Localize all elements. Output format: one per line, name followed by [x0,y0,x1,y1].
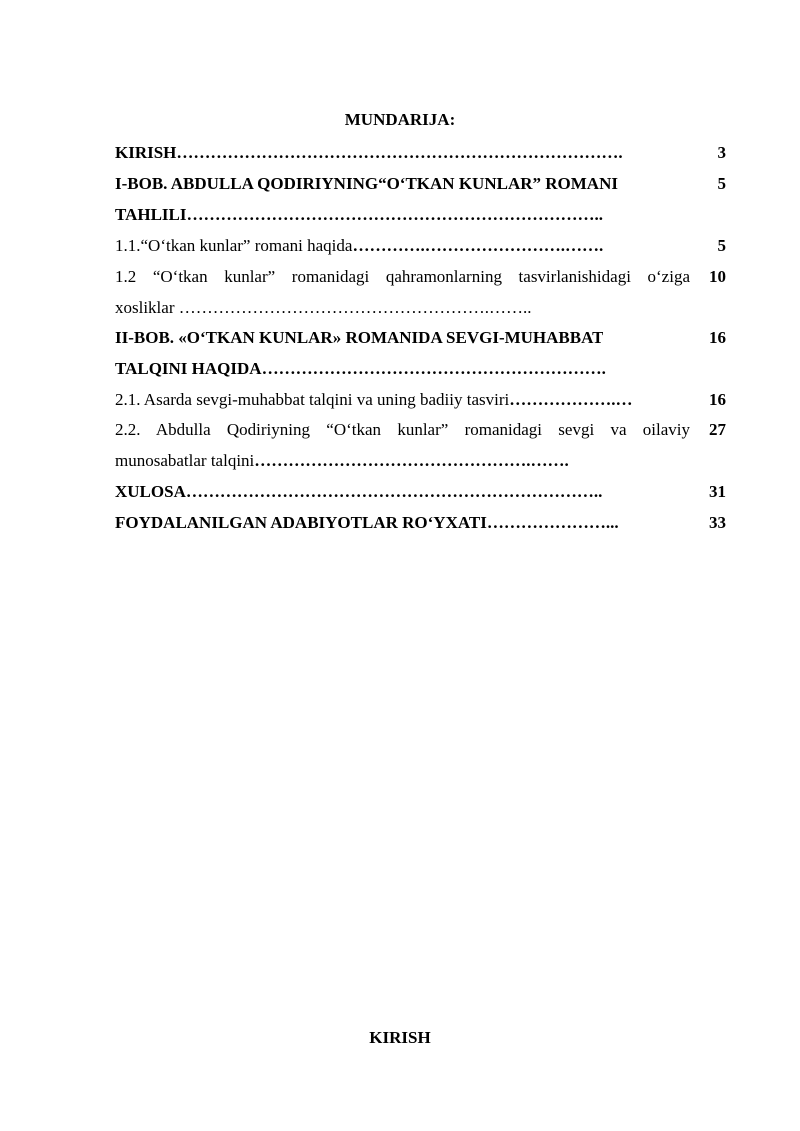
toc-entry-title: KIRISH [115,143,177,162]
toc-entry-line-continued [115,449,569,473]
toc-entry-title: 2.1. Asarda sevgi-muhabbat talqini va uning badiiy tasviri [115,390,510,409]
toc-leader-dots: ………………………………………….……. [254,451,569,470]
toc-page-number: 5 [717,174,726,193]
toc-entry-title: FOYDALANILGAN ADABIYOTLAR RO‘YXATI…………………... [115,513,619,532]
toc-entry-line-continued [115,203,603,227]
toc-page-number: 16 [709,328,726,347]
toc-leader-dots: ………….…………………….……. [352,236,604,255]
toc-entry-title-continued: munosabatlar talqini [115,451,255,470]
toc-entry-title: 1.2 “O‘tkan kunlar” romanidagi qahramonlarning tasvirlanishidagi o‘ziga [115,267,690,286]
toc-entry-line [115,234,603,258]
toc-entry-line-continued [115,357,606,381]
toc-entry-line-continued [115,296,532,320]
toc-entry-line [115,172,618,196]
toc-entry-title: II-BOB. «O‘TKAN KUNLAR» ROMANIDA SEVGI-MUHABBAT [115,328,604,347]
toc-entry-title-continued: xosliklar ……………………………………………….…….. [115,298,532,317]
toc-entry-line [115,418,690,442]
toc-entry-title: XULOSA……………………………………………………………….. [115,482,603,501]
toc-entry-title: 1.1.“O‘tkan kunlar” romani haqida [115,236,353,255]
toc-page-number: 27 [709,420,726,439]
next-section-heading: KIRISH [369,1028,431,1047]
toc-page-number: 3 [717,143,726,162]
toc-entry-line [115,326,603,350]
toc-entry-title: 2.2. Abdulla Qodiriyning “O‘tkan kunlar” romanidagi sevgi va oilaviy [115,420,690,439]
toc-entry-line [115,388,632,412]
toc-page-number: 33 [709,513,726,532]
toc-page-number: 10 [709,267,726,286]
toc-entry-title-continued: TALQINI HAQIDA……………………………………………………. [115,359,606,378]
toc-page-number: 16 [709,390,726,409]
toc-leader-dots: ……………………………………………………………………. [176,143,623,162]
toc-page-number: 5 [717,236,726,255]
page-title: MUNDARIJA: [344,110,456,129]
toc-entry-line [115,511,619,535]
toc-entry-line [115,265,690,289]
toc-leader-dots: ……………….… [509,390,633,409]
toc-entry-line [115,480,602,504]
toc-entry-title-continued: TAHLILI……………………………………………………………….. [115,205,603,224]
toc-page-number: 31 [709,482,726,501]
toc-entry-title: I-BOB. ABDULLA QODIRIYNING“O‘TKAN KUNLAR” ROMANI [115,174,618,193]
toc-entry-line [115,141,623,165]
